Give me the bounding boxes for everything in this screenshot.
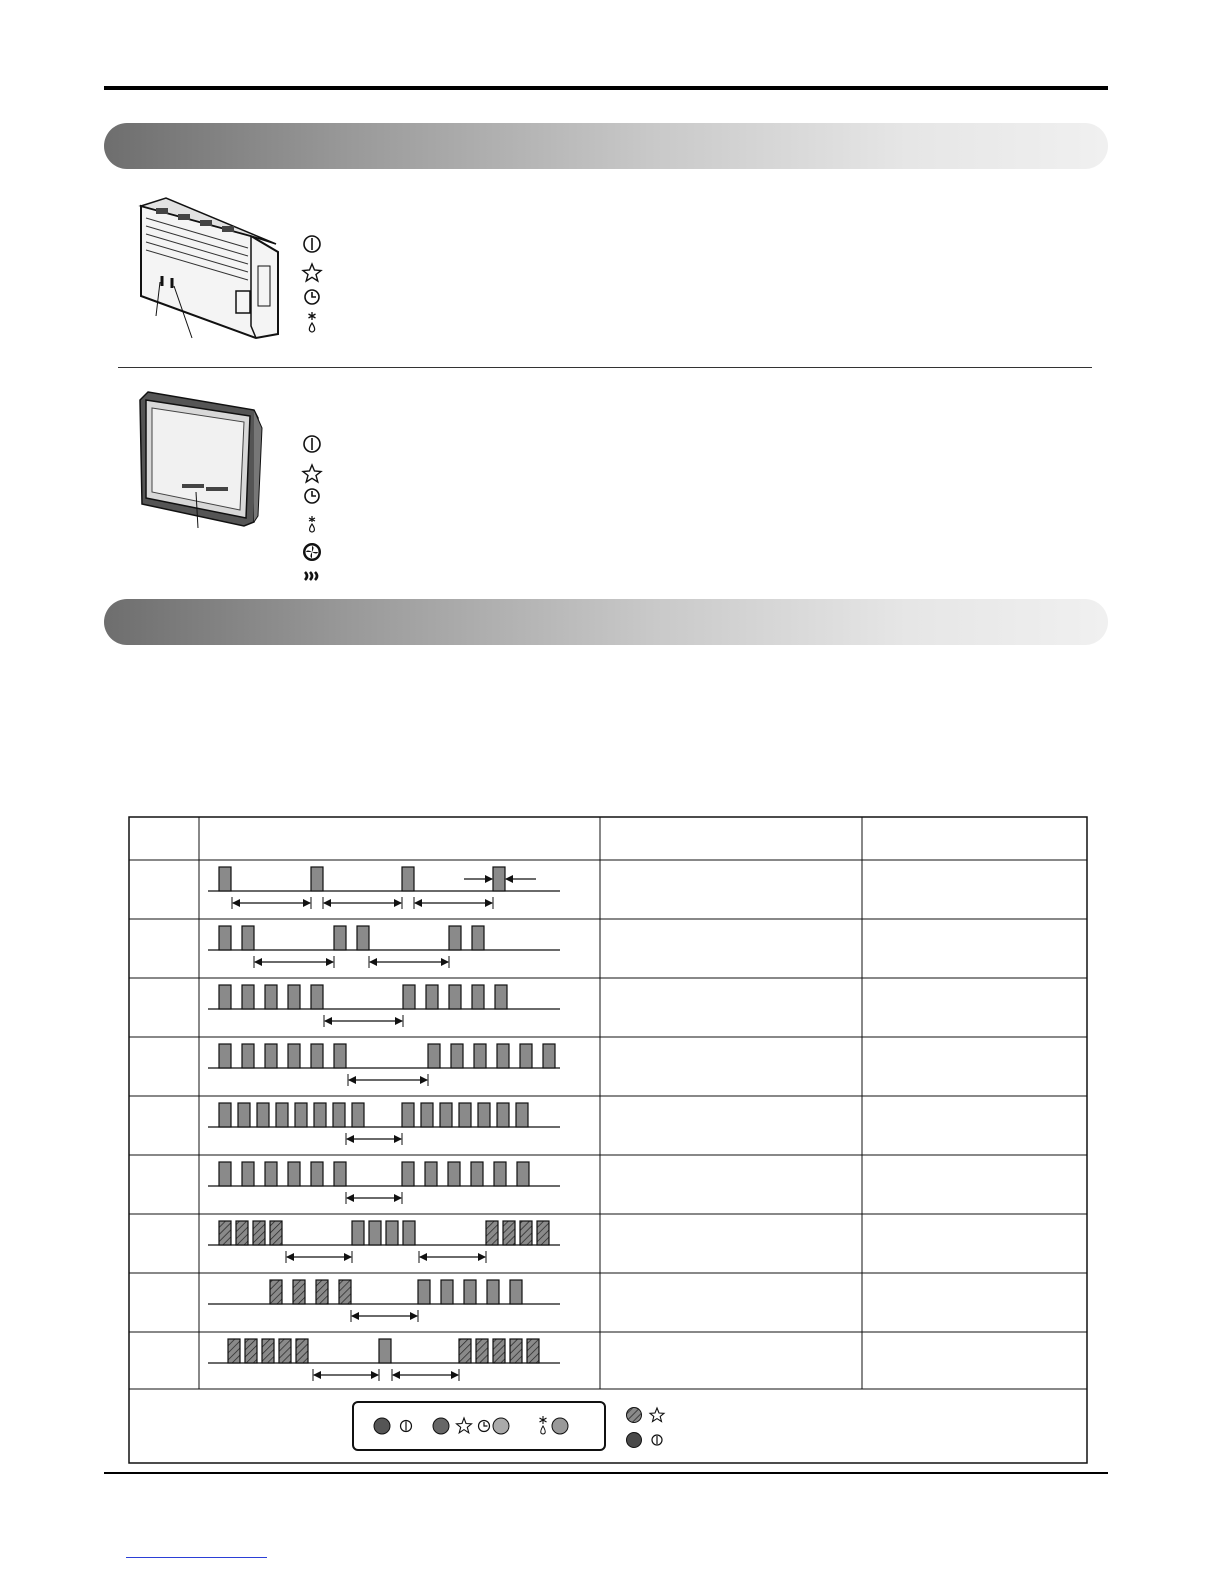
footer-link-underline: [126, 1557, 267, 1558]
blink-pattern-row: [208, 1044, 560, 1086]
blink-pulse-hatched: [527, 1339, 539, 1363]
blink-pulse: [471, 1162, 483, 1186]
blink-pulse-hatched: [486, 1221, 498, 1245]
blink-pulse: [219, 1103, 231, 1127]
defrost-icon: [309, 516, 315, 532]
blink-pulse: [276, 1103, 288, 1127]
blink-pulse: [219, 1162, 231, 1186]
blink-pulse: [333, 1103, 345, 1127]
blink-pulse: [265, 985, 277, 1009]
blink-pulse: [311, 867, 323, 891]
blink-pulse: [238, 1103, 250, 1127]
blink-pattern-row: [208, 1103, 560, 1145]
blink-pulse: [402, 867, 414, 891]
legend-hatched-led: [627, 1408, 642, 1423]
blink-pulse: [242, 985, 254, 1009]
blink-pulse: [494, 1162, 506, 1186]
blink-pulse: [357, 926, 369, 950]
fan-icon: [303, 543, 321, 561]
blink-pulse: [265, 1044, 277, 1068]
blink-pulse-hatched: [476, 1339, 488, 1363]
blink-pulse: [379, 1339, 391, 1363]
blink-pulse: [265, 1162, 277, 1186]
blink-pulse-hatched: [293, 1280, 305, 1304]
blink-pulse-hatched: [279, 1339, 291, 1363]
defrost-icon: [309, 312, 316, 332]
section-header-bar-1: [104, 123, 1108, 169]
power-icon: [304, 436, 320, 452]
blink-pulse: [497, 1044, 509, 1068]
blink-pulse: [449, 985, 461, 1009]
top-rule: [104, 86, 1108, 90]
blink-pulse-hatched: [219, 1221, 231, 1245]
cassette-unit-illustration: [136, 388, 268, 541]
led-star: [433, 1418, 449, 1434]
led-power: [374, 1418, 390, 1434]
led-defrost: [552, 1418, 568, 1434]
blink-pulse-hatched: [493, 1339, 505, 1363]
blink-pulse: [418, 1280, 430, 1304]
blink-pulse: [472, 985, 484, 1009]
section-divider: [118, 367, 1092, 368]
wall-unit-illustration: [136, 196, 286, 351]
blink-pulse: [426, 985, 438, 1009]
wall-unit-led-icons: [300, 234, 326, 340]
blink-pulse: [314, 1103, 326, 1127]
blink-pulse: [441, 1280, 453, 1304]
blink-pulse: [352, 1221, 364, 1245]
blink-pulse-hatched: [270, 1221, 282, 1245]
blink-pulse-hatched: [236, 1221, 248, 1245]
blink-pulse: [451, 1044, 463, 1068]
cassette-unit-led-icons: [300, 434, 326, 584]
blink-pulse: [334, 926, 346, 950]
blink-pulse: [219, 926, 231, 950]
led-legend-key: [627, 1408, 665, 1448]
star-icon: [303, 264, 321, 281]
blink-pulse-hatched: [253, 1221, 265, 1245]
blink-pulse-hatched: [510, 1339, 522, 1363]
blink-pulse: [369, 1221, 381, 1245]
blink-pulse: [474, 1044, 486, 1068]
blink-pulse: [402, 1103, 414, 1127]
blink-pulse: [517, 1162, 529, 1186]
led-panel-legend: [353, 1402, 605, 1450]
blink-pulse: [402, 1162, 414, 1186]
blink-pulse: [311, 1162, 323, 1186]
plasma-icon: [305, 572, 317, 580]
blink-pulse-hatched: [459, 1339, 471, 1363]
blink-pulse: [510, 1280, 522, 1304]
timer-icon: [305, 290, 319, 304]
blink-pulse-hatched: [339, 1280, 351, 1304]
blink-pulse: [295, 1103, 307, 1127]
blink-pulse: [516, 1103, 528, 1127]
blink-pulse: [311, 985, 323, 1009]
blink-pulse: [440, 1103, 452, 1127]
blink-pulse: [288, 985, 300, 1009]
blink-pulse: [386, 1221, 398, 1245]
blink-pulse: [425, 1162, 437, 1186]
blink-pulse: [334, 1044, 346, 1068]
blink-pulse-hatched: [245, 1339, 257, 1363]
timer-icon: [305, 489, 319, 503]
blink-pulse: [334, 1162, 346, 1186]
blink-pulse: [464, 1280, 476, 1304]
blink-pulse-hatched: [228, 1339, 240, 1363]
blink-pulse-hatched: [262, 1339, 274, 1363]
legend-solid-led: [627, 1433, 642, 1448]
blink-pulse: [449, 926, 461, 950]
blink-pattern-row: [208, 1221, 560, 1263]
blink-pulse: [219, 985, 231, 1009]
blink-pulse: [403, 1221, 415, 1245]
blink-pattern-row: [208, 926, 560, 968]
blink-pulse-hatched: [520, 1221, 532, 1245]
section-header-bar-2: [104, 599, 1108, 645]
blink-pulse: [487, 1280, 499, 1304]
blink-pulse: [478, 1103, 490, 1127]
blink-pulse: [242, 926, 254, 950]
blink-pulse: [472, 926, 484, 950]
power-icon: [652, 1435, 662, 1445]
blink-pulse: [403, 985, 415, 1009]
blink-pulse: [257, 1103, 269, 1127]
blink-pulse: [448, 1162, 460, 1186]
blink-pulse: [288, 1162, 300, 1186]
blink-pattern-row: [208, 1162, 560, 1204]
blink-pulse: [219, 867, 231, 891]
led-timer: [493, 1418, 509, 1434]
blink-pattern-row: [208, 1339, 560, 1381]
blink-pulse: [311, 1044, 323, 1068]
blink-pulse: [459, 1103, 471, 1127]
blink-pulse: [421, 1103, 433, 1127]
star-icon: [303, 465, 321, 482]
error-code-table: [128, 816, 1090, 1466]
blink-pattern-row: [208, 1280, 560, 1322]
blink-pulse: [495, 985, 507, 1009]
blink-pulse: [497, 1103, 509, 1127]
blink-pulse: [352, 1103, 364, 1127]
star-icon: [650, 1408, 664, 1422]
blink-pulse: [493, 867, 505, 891]
blink-pulse-hatched: [270, 1280, 282, 1304]
blink-pulse: [242, 1162, 254, 1186]
blink-pulse-hatched: [316, 1280, 328, 1304]
blink-pattern-row: [208, 867, 560, 909]
power-icon: [304, 236, 320, 252]
blink-pulse: [242, 1044, 254, 1068]
blink-pulse: [543, 1044, 555, 1068]
blink-pulse: [520, 1044, 532, 1068]
blink-pulse: [428, 1044, 440, 1068]
blink-pulse: [288, 1044, 300, 1068]
blink-pulse-hatched: [296, 1339, 308, 1363]
blink-pulse-hatched: [537, 1221, 549, 1245]
blink-pulse-hatched: [503, 1221, 515, 1245]
blink-pattern-row: [208, 985, 560, 1027]
bottom-rule: [104, 1472, 1108, 1474]
blink-pulse: [219, 1044, 231, 1068]
